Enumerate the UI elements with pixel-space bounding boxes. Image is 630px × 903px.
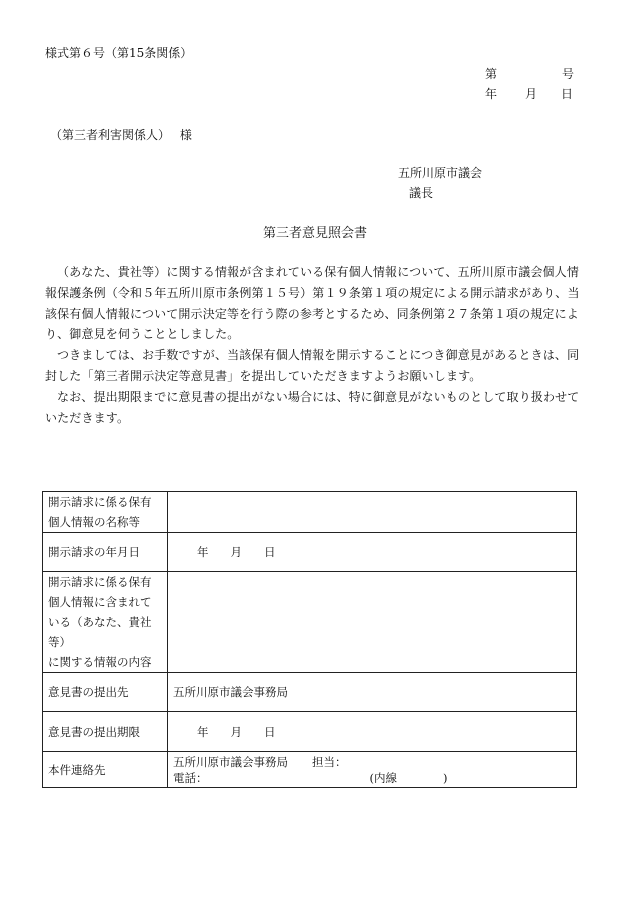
label-line: いる（あなた、貴社等） — [48, 615, 152, 649]
deadline-month: 月 — [230, 724, 242, 739]
issue-date-month: 月 — [525, 87, 538, 101]
row-label-personal-info-name — [43, 492, 168, 533]
contact-phone-line — [173, 770, 571, 786]
table-row — [43, 712, 577, 752]
row-label-information-content — [43, 572, 168, 673]
document-title: 第三者意見照会書 — [262, 226, 367, 241]
table-row — [43, 492, 577, 533]
issuer-organization: 五所川原市議会 — [398, 166, 483, 180]
label-line: 個人情報の名称等 — [48, 515, 140, 529]
contact-office-line — [173, 754, 571, 770]
form-number: 様式第６号（第15条関係） — [45, 46, 193, 60]
body-paragraph: つきましては、お手数ですが、当該保有個人情報を開示することにつき御意見があるときは、同封した「第三者開示決定等意見書」を提出していただきますようお願いします。 — [45, 348, 580, 383]
body-paragraph: なお、提出期限までに意見書の提出がない場合には、特に御意見がないものとして取り扱わせていただきます。 — [45, 389, 580, 425]
table-row — [43, 533, 577, 572]
contact-office: 五所川原市議会事務局 — [173, 754, 288, 769]
label-line: 開示請求に係る保有 — [48, 495, 152, 509]
body-paragraph: （あなた、貴社等）に関する情報が含まれている保有個人情報について、五所川原市議会個人情報保護条例（令和５年五所川原市条例第１５号）第１９条第１項の規定による開示請求があり、当該保有個人情報について開示決定等を行う際の参考とするため、同条例第２７条第１項の規定により、御意見を伺うこととしました。 — [45, 265, 580, 342]
table-row — [43, 572, 577, 673]
request-info-table — [42, 491, 577, 788]
body-text — [45, 262, 588, 428]
contact-extension-open: (内線 — [369, 770, 397, 785]
label-line: に関する情報の内容 — [48, 655, 152, 669]
submission-deadline-field[interactable] — [168, 712, 577, 752]
personal-info-name-field[interactable] — [168, 492, 577, 533]
label-line: 開示請求に係る保有 — [48, 575, 152, 589]
document-number-suffix: 号 — [562, 67, 575, 81]
table-row — [43, 752, 577, 788]
row-label-submission-destination: 意見書の提出先 — [43, 673, 168, 712]
addressee: （第三者利害関係人） 様 — [50, 128, 192, 142]
row-label-request-date: 開示請求の年月日 — [43, 533, 168, 572]
request-date-year: 年 — [197, 545, 209, 559]
document-number-prefix: 第 — [485, 67, 498, 81]
deadline-year: 年 — [197, 724, 209, 739]
information-content-field[interactable] — [168, 572, 577, 673]
request-date-day: 日 — [264, 545, 276, 559]
deadline-day: 日 — [264, 724, 276, 739]
request-date-field[interactable] — [168, 533, 577, 572]
contact-extension-close: ) — [443, 770, 448, 785]
contact-field — [168, 752, 577, 788]
contact-charge: 担当： — [312, 754, 347, 769]
submission-destination-value: 五所川原市議会事務局 — [168, 673, 577, 712]
issue-date-day: 日 — [561, 87, 574, 101]
row-label-contact: 本件連絡先 — [43, 752, 168, 788]
row-label-submission-deadline: 意見書の提出期限 — [43, 712, 168, 752]
request-date-month: 月 — [230, 545, 242, 559]
table-row — [43, 673, 577, 712]
issuer-title: 議長 — [409, 186, 434, 200]
label-line: 個人情報に含まれて — [48, 595, 152, 609]
issue-date-year: 年 — [485, 87, 498, 101]
contact-phone: 電話： — [173, 770, 208, 785]
